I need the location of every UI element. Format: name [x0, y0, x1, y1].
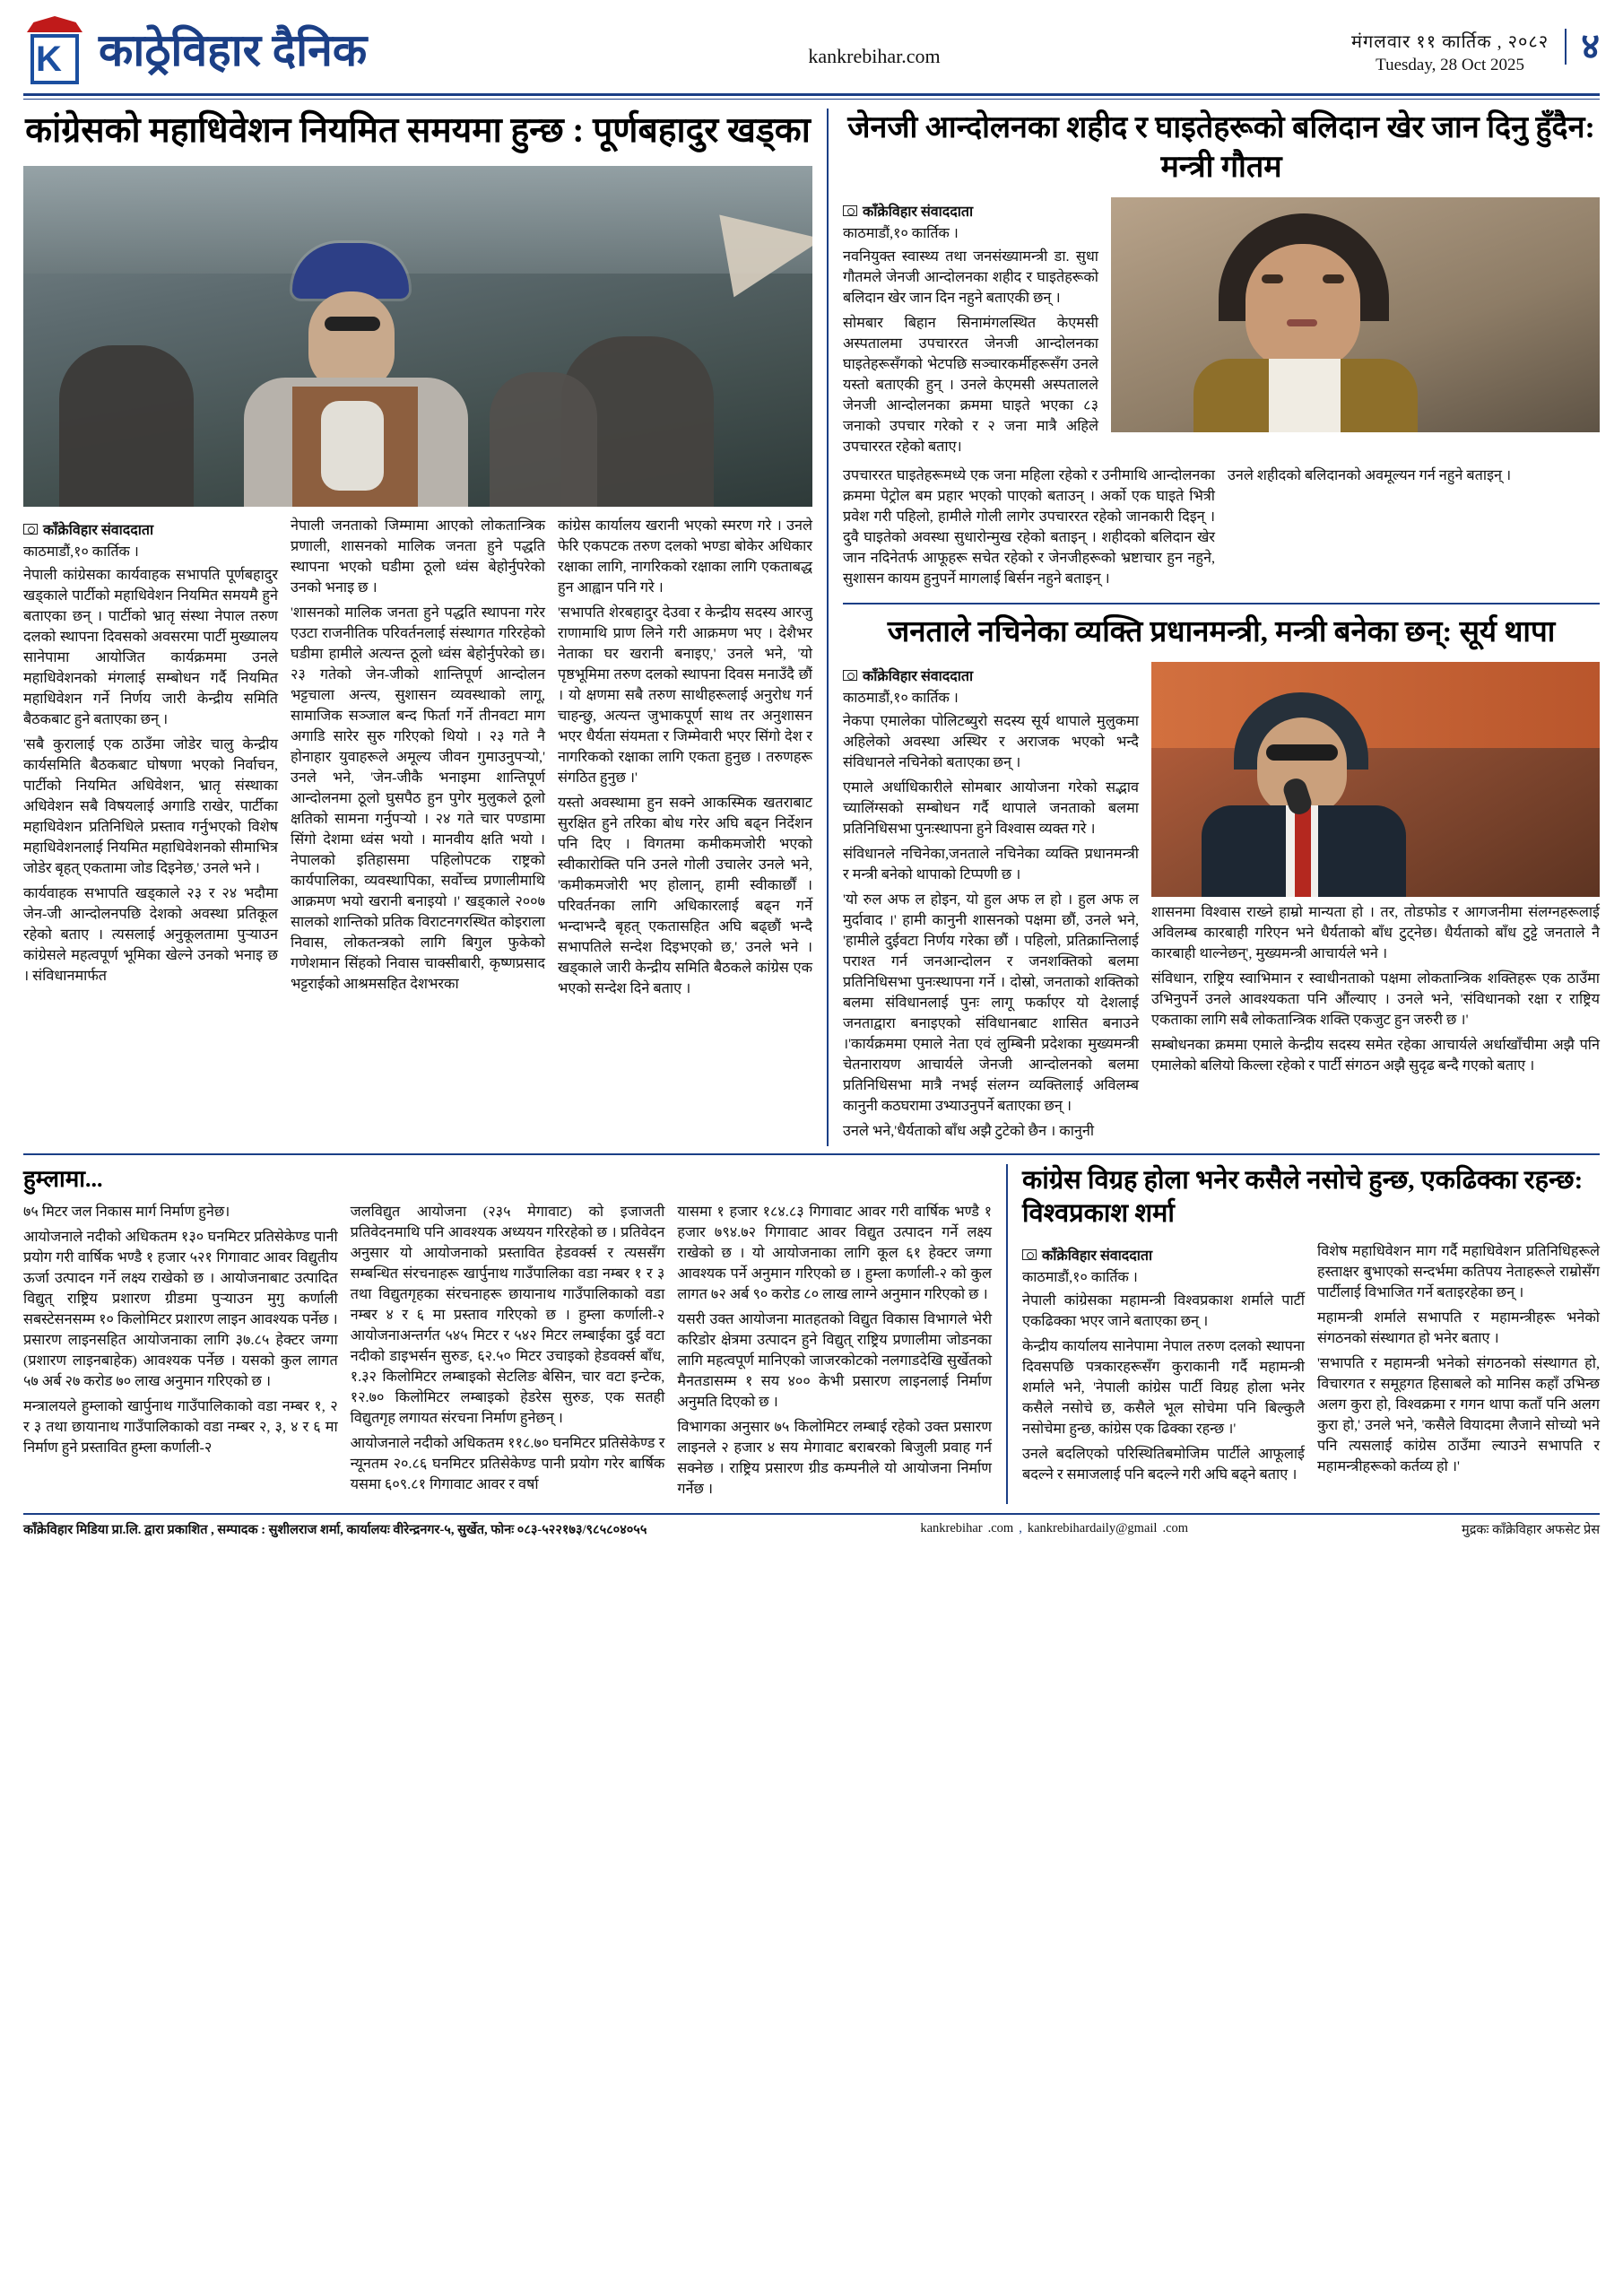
byline-text: काँक्रेविहार संवाददाता	[43, 522, 154, 538]
paragraph: कांग्रेस कार्यालय खरानी भएको स्मरण गरे । उनले फेरि एकपटक तरुण दलको भण्डा बोकेर अधिकार रक्षाका लागि, नागरिकको रक्षाका लागि एकताबद्ध हुन आह्वान पनि गरे ।	[558, 517, 812, 596]
story2-col-left-cont	[843, 465, 1215, 594]
masthead-date-block	[1223, 16, 1600, 75]
story5-col-2	[1317, 1241, 1600, 1490]
paragraph: नेपाली जनताको जिम्मामा आएको लोकतान्त्रिक प्रणाली, शासनको मालिक जनता हुने पद्धति स्थापना भएको घडीमा ठूलो ध्वंस बेहोर्नुपरेको उनको भनाइ छ ।	[291, 517, 545, 596]
paragraph: 'शासनको मालिक जनता हुने पद्धति स्थापना गरेर एउटा राजनीतिक परिवर्तनलाई संस्थागत गरिरहेको घडीमा हामीले अत्यन्त ठूलो ध्वंस बेहोर्नुपरेको छ। २३ गतेको जेन-जीको शान्तिपूर्ण आन्दोलन भट्टचाला अन्त्य, सुशासन व्यवस्थाको लागू, सामाजिक सञ्जाल बन्द फिर्ता गर्ने तीनवटा माग अगाडि सारेर सुरु गरिएको थियो । २३ गते नै होनाहार युवाहरूले अमूल्य जीवन गुमाउनुपऱ्यो,' उनले भने, 'जेन-जीकै भनाइमा शान्तिपूर्ण आन्दोलनमा ठूलो घुसपैठ हुन पुगेर मुलुकले ठूलो क्षतिको सामना गर्नुपऱ्यो । २४ गते चार पण्डामा सिंगो देशमा ध्वंस भयो । मानवीय क्षति भयो । नेपालको इतिहासमा पहिलोपटक राष्ट्रको कार्यपालिका, व्यवस्थापिका, सर्वोच्च प्रणालीमाथि आक्रमण भयो खरानी बनाइयो ।' खड्काले २००७ सालको शान्तिको प्रतिक विराटनगरस्थित कोइराला निवास, लोकतन्त्रको लागि बिगुल फुकेको गणेशमान सिंहको निवास चाक्सीबारी, कृष्णप्रसाद भट्टराईको आश्रमसहित देशभरका	[291, 604, 545, 992]
story5-headline: कांग्रेस विग्रह होला भनेर कसैले नसोचे हुन्छ, एकढिक्का रहन्छ: विश्वप्रकाश शर्मा	[1022, 1166, 1584, 1229]
dateline-lead: काठमाडौं,१० कार्तिक ।	[23, 544, 139, 560]
paragraph: नेकपा एमालेका पोलिटब्युरो सदस्य सूर्य थापाले मुलुकमा अहिलेको अवस्था अस्थिर र अराजक भएको भन्दै संविधानले नचिनेको बताएका छन् ।	[843, 713, 1139, 771]
footer-email[interactable]: kankrebihardaily@gmail	[1027, 1521, 1158, 1536]
byline-text: काँक्रेविहार संवाददाता	[863, 669, 974, 685]
masthead-website	[525, 16, 1223, 68]
paragraph: महामन्त्री शर्माले सभापति र महामन्त्रीहरू भनेको संगठनको संस्थागत हो भनेर बताए ।	[1317, 1309, 1600, 1347]
paragraph: यसरी उक्त आयोजना मातहतको विद्युत विकास विभागले भेरी करिडोर क्षेत्रमा उत्पादन हुने विद्युत् राष्ट्रिय प्रणालीमा जोडनका लागि महत्वपूर्ण मानिएको जाजरकोटको नलगाडदेखि सुर्खेतको मैनतडासम्म १ सय ४०० केभी प्रसारण लाइनलाई निर्माण अनुमति दिएको छ ।	[677, 1310, 993, 1410]
paragraph: उनले बदलिएको परिस्थितिबमोजिम पार्टीले आफूलाई बदल्ने र समाजलाई पनि बदल्ने गरी अघि बढ्ने बताए ।	[1022, 1446, 1305, 1483]
masthead-brand	[23, 16, 525, 84]
paragraph: केन्द्रीय कार्यालय सानेपामा नेपाल तरुण दलको स्थापना दिवसपछि पत्रकारहरूसँग कुराकानी गर्दै महामन्त्री शर्माले भने, 'नेपाली कांग्रेस पार्टी विग्रह होला भनेर कसैले नसोचे छ, कसैले भूल सोचेमा पनि बिल्कुलै नसोचेमा हुन्छ, कांग्रेस एक ढिक्का रहन्छ ।'	[1022, 1338, 1305, 1438]
story2-col-1	[843, 197, 1098, 462]
footer-printer: मुद्रकः काँक्रेविहार अफसेट प्रेस	[1462, 1522, 1600, 1537]
paragraph: उनले शहीदको बलिदानको अवमूल्यन गर्न नहुने बताइन् ।	[1228, 467, 1512, 484]
paragraph: ७५ मिटर जल निकास मार्ग निर्माण हुनेछ।	[23, 1203, 230, 1220]
lead-photo	[23, 166, 812, 507]
story3-photo	[1151, 662, 1600, 897]
paragraph: नेपाली कांग्रेसका महामन्त्री विश्वप्रकाश शर्माले पार्टी एकढिक्का भएर जाने बताएका छन् ।	[1022, 1292, 1305, 1330]
paragraph: सम्बोधनका क्रममा एमाले केन्द्रीय सदस्य समेत रहेका आचार्यले अर्धाखाँचीमा अझै पनि एमालेको बलियो किल्ला रहेको र पार्टी संगठन अझै सुदृढ बन्दै गएको बताए ।	[1151, 1037, 1600, 1074]
story-thapa	[843, 613, 1600, 1146]
paragraph: संविधान, राष्ट्रिय स्वाभिमान र स्वाधीनताको पक्षमा लोकतान्त्रिक शक्तिहरू एक ठाउँमा उभिनुपर्ने उनले आवश्यकता पनि औंल्याए । उनले भने, 'संविधानको रक्षा र राष्ट्रिय एकताका लागि सबै लोकतान्त्रिक शक्ति एकजुट हुन जरुरी छ ।'	[1151, 970, 1600, 1029]
footer-site[interactable]: kankrebihar	[920, 1521, 983, 1536]
lead-col-1	[23, 516, 278, 1004]
story2-photo	[1111, 197, 1600, 432]
story3-col-1	[843, 662, 1139, 1146]
paragraph: 'सभापति शेरबहादुर देउवा र केन्द्रीय सदस्य आरजु राणामाथि प्राण लिने गरी आक्रमण भए । देशैभर नेताका घर खरानी बनाइए,' उनले भने, 'यो पृष्ठभूमिमा तरुण दलको स्थापना दिवस मनाउँदै छौं । यो क्षणमा सबै तरुण साथीहरूलाई अनुरोध गर्न चाहन्छु, अत्यन्त जुभाकपूर्ण साथ तर अनुशासन भएर धैर्यता संयमता र जिम्मेवारी भएर सिंगो देश र नागरिकको रक्षाका लागि एकता हुनुछ । तरुणहरू संगठित हुनुछ ।'	[558, 604, 812, 786]
paragraph: कार्यवाहक सभापति खड्काले २३ र २४ भदौमा जेन-जी आन्दोलनपछि देशको अवस्था प्रतिकूल रहेको बताए । त्यसलाई अनुकूलतामा पुऱ्याउन कांग्रेसले महत्वपूर्ण भूमिका खेल्ने उनको भनाइ छ । संविधानमार्फत	[23, 884, 278, 984]
byline-text: काँक्रेविहार संवाददाता	[863, 204, 974, 221]
paper-title: काठ्रेविहार दैनिक	[99, 25, 368, 75]
paragraph: आयोजनाले नदीको अधिकतम ११८.७० घनमिटर प्रतिसेकेण्ड र न्यूनतम २०.८६ घनमिटर प्रतिसेकेण्ड पानी प्रयोग गरेर बार्षिक यसमा ६०९.८१ गिगावाट आवर र वर्षा	[350, 1434, 665, 1492]
story2-photo-col	[1111, 197, 1600, 462]
story4-col-1	[23, 1202, 338, 1504]
top-section	[23, 109, 1600, 1146]
story-humla	[23, 1164, 992, 1503]
story4-headline: हुम्लामा...	[23, 1166, 103, 1193]
paragraph: उनले भने,'धैर्यताको बाँध अझै टुटेको छैन । कानुनी	[843, 1123, 1095, 1140]
byline-story5	[1022, 1245, 1305, 1265]
lead-story	[23, 109, 812, 1146]
story4-col-2	[351, 1202, 665, 1504]
lead-body-columns	[23, 516, 812, 1004]
paragraph: आयोजनाले नदीको अधिकतम १३० घनमिटर प्रतिसेकेण्ड पानी प्रयोग गरी वार्षिक भण्डै १ हजार ५२१ गिगावाट आवर विद्युतीय ऊर्जा उत्पादन गर्ने लक्ष्य राखेको छ । आयोजनाबाट उत्पादित विद्युत् राष्ट्रिय प्रशारण ग्रीडमा पुऱ्याउन मुगु कर्णाली सबस्टेसनसम्म १० किलोमिटर प्रशारण लाइन आवश्यक पर्नेछ । प्रसारण लाइनसहित आयोजनाका लागि ३७.८५ हेक्टर जग्गा (प्रशारण लाइनबाहेक) आवश्यक पर्नेछ । यसको कुल लागत ५७ अर्ब २७ करोड ७० लाख अनुमान गरिएको छ ।	[23, 1228, 338, 1389]
camera-icon	[843, 670, 857, 681]
paragraph: यासमा १ हजार १८४.८३ गिगावाट आवर गरी वार्षिक भण्डै १ हजार ७९४.७२ गिगावाट आवर विद्युत उत्पादन गर्ने लक्ष्य राखेको छ । यो आयोजनाका लागि कूल ६१ हेक्टर जग्गा आवश्यक पर्ने अनुमान गरिएको छ । हुम्ला कर्णाली-२ को कुल लागत ७२ अर्ब ९० करोड ८० लाख लाग्ने अनुमान गरिएको छ ।	[677, 1203, 993, 1302]
paragraph: उपचाररत घाइतेहरूमध्ये एक जना महिला रहेको र उनीमाथि आन्दोलनका क्रममा पेट्रोल बम प्रहार भएको पाएको बताउन् । अर्को एक घाइते भित्री प्रवेश गरी पहिलो, हामीले गोली लागेर उपचाररत रहेको जानकारी दिइन् । दुवै घाइतेको अवस्था सुधारोन्मुख रहेको बताइन् । शहीदको बलिदान खेर जान नदिनेतर्फ आफूहरू सचेत रहेको र जेनजीहरूको भ्रष्टाचार हुन नहुने, सुशासन कायम हुनुपर्ने मागलाई बिर्सन नहुने बताइन् ।	[843, 467, 1215, 587]
story5-col-1	[1022, 1241, 1305, 1490]
paragraph: शासनमा विश्वास राख्ने हाम्रो मान्यता हो । तर, तोडफोड र आगजनीमा संलग्नहरूलाई अविलम्ब कारबाही गरिएन भने धैर्यताको बाँध टुट्नेछ। धैर्यताको बाँध टुट्टे जनताले नै कारबाही थाल्नेछन्', मुख्यमन्त्री आचार्यले भने ।	[1151, 904, 1600, 962]
paragraph: यस्तो अवस्थामा हुन सक्ने आकस्मिक खतराबाट सुरक्षित हुने तरिका बोध गरेर अघि बढ्न निर्देशन पनि दिए । विगतमा कमीकमजोरी भएको स्वीकारोक्ति पनि उनले गोली उचालेर उनले भने, 'कमीकमजोरी भए होलान्, हामी स्वीकार्छौं । परिवर्तनका लागि अधिकारलाई बढ्न गर्ने भन्दाभन्दै बृहत् एकतासहित अघि बढ्छौं भन्दै सभापतिले सन्देश दिइभएको छ,' उनले भने । खड्काले जारी केन्द्रीय समिति बैठकले कांग्रेस एक भएको सन्देश दिने बताए ।	[558, 794, 812, 996]
story2-col-right-cont	[1228, 465, 1600, 594]
lead-headline: कांग्रेसको महाधिवेशन नियमित समयमा हुन्छ : पूर्णबहादुर खड्का	[25, 111, 811, 150]
footer-dotcom-1: .com	[987, 1521, 1014, 1536]
website-url[interactable]: kankrebihar.com	[808, 45, 941, 67]
temple-logo-icon: K	[23, 16, 86, 84]
camera-icon	[1022, 1249, 1037, 1260]
paragraph: सोमबार बिहान सिनामंगलस्थित केएमसी अस्पतालमा उपचाररत जेनजी आन्दोलनका घाइतेहरूसँगको भेटपछि सञ्चारकर्मीहरूसँग उनले यस्तो बताएकी हुन् । उनले केएमसी अस्पतालले जेनजी आन्दोलनका क्रममा घाइते भएका ८३ जनाको उपचार गरेको र २ जना मात्रै अहिले उपचाररत रहेको बताए।	[843, 315, 1098, 456]
paragraph: 'यो रुल अफ ल होइन, यो हुल अफ ल हो । हुल अफ ल मुर्दावाद ।' हामी कानुनी शासनको पक्षमा छौं, उनले भने, 'हामीले दुईवटा निर्णय गरेका छौं । पहिलो, प्रतिक्रान्तिलाई पराश्त गर्न जनआन्दोलन र जनशक्तिको बलमा प्रतिनिधिसभा पुनःस्थापना गर्ने । दोस्रो, जनताको शक्तिको बलमा संविधानलाई पुनः लागू फर्काएर यो देशलाई जनताद्वारा बनाइएको संविधानबाट शासित बनाउने ।'कार्यक्रममा एमाले नेता एवं लुम्बिनी प्रदेशका मुख्यमन्त्री चेतनारायण आचार्यले जेनजी आन्दोलनको बलमा प्रतिनिधिसभा मात्रै नभई संलग्न व्यक्तिलाई अविलम्ब कानुनी कठघरामा उभ्याउनुपर्ने बताएका छन् ।	[843, 891, 1139, 1115]
column-divider	[1006, 1164, 1008, 1503]
byline-story2	[843, 201, 1098, 221]
masthead	[23, 16, 1600, 90]
lead-col-2	[291, 516, 545, 1004]
lead-col-3	[558, 516, 812, 1004]
bottom-section	[23, 1164, 1600, 1503]
column-divider	[827, 109, 829, 1146]
footer-dotcom-2: .com	[1162, 1521, 1189, 1536]
dateline-story5: काठमाडौं,१० कार्तिक ।	[1022, 1270, 1138, 1286]
paragraph: विभागका अनुसार ७५ किलोमिटर लम्बाई रहेको उक्त प्रसारण लाइनले २ हजार ४ सय मेगावाट बराबरको बिजुली प्रवाह गर्न सक्नेछ । राष्ट्रिय प्रसारण ग्रीड कम्पनीले यो आयोजना निर्माण गर्नेछ ।	[677, 1418, 993, 1497]
paragraph: संविधानले नचिनेका,जनताले नचिनेका व्यक्ति प्रधानमन्त्री र मन्त्री बनेको थापाको टिप्पणी छ ।	[843, 846, 1139, 883]
camera-icon	[843, 205, 857, 216]
paragraph: 'सभापति र महामन्त्री भनेको संगठनको संस्थागत हो, विचारगत र समूहगत हिसाबले को मानिस कहाँ उभिन्छ अलग कुरा हो, विश्वक्रमा र गगन थापा कताँ पनि अलग कुरा हो,' उनले भने, 'कसैले वियादमा लैजाने सोच्यो भने पनि त्यसलाई कांग्रेस ठाउँमा ल्याउने सभापति र महामन्त्रीहरूको कर्तव्य हो ।'	[1317, 1355, 1600, 1475]
paragraph: जलविद्युत आयोजना (२३५ मेगावाट) को इजाजती प्रतिवेदनमाथि पनि आवश्यक अध्ययन गरिरहेको छ । प्रतिवेदन अनुसार यो आयोजनाको प्रस्तावित हेडवर्क्स र त्यससँग सम्बन्धित संरचनाहरू खार्पुनाथ गाउँपालिका वडा नम्बर १ र ३ तथा विद्युतगृहका संरचनाहरू छायानाथ गाउँपालिकाको वडा नम्बर ४ र ६ मा प्रस्ताव गरिएको छ । हुम्ला कर्णाली-२ आयोजनाअन्तर्गत ५४५ मिटर र ५४२ मिटर लम्बाईका दुई वटा नदीको डाइभर्सन सुरुङ, ६२.५० मिटर उचाइको हेडवर्क्स बाँध, १.३२ किलोमिटर लम्बाइको सेटलिङ बेसिन, चार वटा इन्टेक, १२.७० किलोमिटर लम्बाइको हेडरेस सुरुङ, एक सतही विद्युतगृह लगायत संरचना निर्माण हुनेछन् ।	[350, 1203, 665, 1426]
paragraph: विशेष महाधिवेशन माग गर्दै महाधिवेशन प्रतिनिधिहरूले हस्ताक्षर बुभाएको सन्दर्भमा कतिपय नेताहरूले राम्रोसँग पार्टीलाई विभाजित गर्ने बताइरहेका छन् ।	[1317, 1243, 1600, 1301]
page-number: ४	[1581, 26, 1600, 66]
byline-lead	[23, 519, 278, 539]
paragraph: 'सबै कुरालाई एक ठाउँमा जोडेर चालु केन्द्रीय कार्यसमिति बैठकबाट घोषणा भएको निर्वाचन, पार्टीको नियमित अधिवेशन, भ्रातृ संस्थाका अधिवेशन सबै विषयलाई अगाडि राखेर, पार्टीका महाधिवेशन प्रतिनिधिले प्रस्ताव गर्नुभएको विशेष महाधिवेशनलाई नियमित महाधिवेशनको सीमाभित्र जोडेर बृहत् एकतामा जोड दिइनेछ,' उनले भने ।	[23, 735, 278, 876]
date-english: Tuesday, 28 Oct 2025	[1376, 56, 1525, 74]
paragraph: नेपाली कांग्रेसका कार्यवाहक सभापति पूर्णबहादुर खड्काले पार्टीको महाधिवेशन नियमित समयमै हुने बताएका छन् । पार्टीको भ्रातृ संस्था नेपाल तरुण दलको स्थापना दिवसको अवसरमा पार्टी मुख्यालय सानेपामा आयोजित कार्यक्रममा उनले महाधिवेशनको मंगलाई सम्बोधन गर्दै नियमित महाधिवेशन गर्ने निर्णय जारी केन्द्रीय समिति बैठकबाट हुने बताएका छन् ।	[23, 566, 278, 727]
dateline-story2: काठमाडौं,१० कार्तिक ।	[843, 226, 959, 242]
page-number-box	[1565, 26, 1600, 66]
page-footer: काँक्रेविहार मिडिया प्रा.लि. द्वारा प्रकाशित , सम्पादक : सुशीलराज शर्मा, कार्यालयः वीरेन्द्रनगर-५, सुर्खेत, फोनः ०८३-५२२१७३/९८५८०४०५५ kankrebihar .com , kankrebihardaily@gmail .com मुद्रकः काँक्रेविहार अफसेट प्रेस	[23, 1513, 1600, 1538]
byline-text: काँक्रेविहार संवाददाता	[1042, 1248, 1153, 1265]
byline-story3	[843, 665, 1139, 685]
footer-imprint: काँक्रेविहार मिडिया प्रा.लि. द्वारा प्रकाशित , सम्पादक : सुशीलराज शर्मा, कार्यालयः वीरेन्द्रनगर-५, सुर्खेत, फोनः ०८३-५२२१७३/९८५८०४०५५	[23, 1522, 647, 1537]
story4-col-3	[677, 1202, 992, 1504]
story2-headline: जेनजी आन्दोलनका शहीद र घाइतेहरूको बलिदान खेर जान दिनु हुँदैन: मन्त्री गौतम	[847, 111, 1595, 184]
paragraph: नवनियुक्त स्वास्थ्य तथा जनसंख्यामन्त्री डा. सुधा गौतमले जेनजी आन्दोलनका शहीद र घाइतेहरूको बलिदान खेर जान दिन नहुने बताएकी छन् ।	[843, 248, 1098, 307]
paragraph: मन्त्रालयले हुम्लाको खार्पुनाथ गाउँपालिकाको वडा नम्बर १, २ र ३ तथा छायानाथ गाउँपालिकाको वडा नम्बर २, ३, ४ र ६ मा निर्माण हुने प्रस्तावित हुम्ला कर्णाली-२	[23, 1397, 338, 1456]
date-nepali: मंगलवार ११ कार्तिक , २०८२	[1351, 32, 1549, 52]
right-section	[843, 109, 1600, 1146]
story3-col-2	[1151, 662, 1600, 1146]
camera-icon	[23, 524, 38, 535]
dateline-story3: काठमाडौं,१० कार्तिक ।	[843, 691, 959, 707]
paragraph: एमाले अर्धाधिकारीले सोमबार आयोजना गरेको सद्भाव च्यालिंग्सको सम्बोधन गर्दै थापाले जनताको बलमा प्रतिनिधिसभा पुनःस्थापना हुने विश्वास व्यक्त गरे ।	[843, 779, 1139, 838]
story-sharma	[1022, 1164, 1600, 1503]
story-gautam	[843, 109, 1600, 594]
story3-headline: जनताले नचिनेका व्यक्ति प्रधानमन्त्री, मन्त्री बनेका छन्: सूर्य थापा	[887, 616, 1556, 649]
